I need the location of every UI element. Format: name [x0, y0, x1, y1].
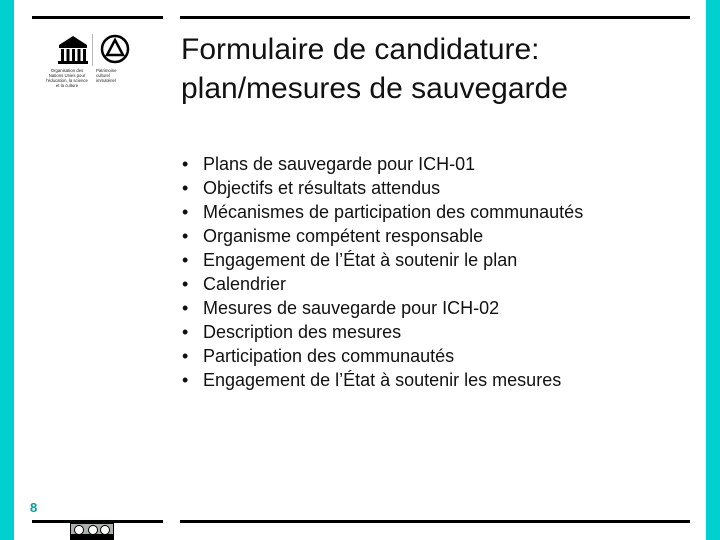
ich-caption: Patrimoine culturel immatériel	[96, 68, 117, 83]
bullet-icon: •	[182, 154, 189, 174]
list-item-text: Participation des communautés	[203, 346, 455, 366]
bullet-icon: •	[182, 370, 189, 390]
list-item	[182, 344, 652, 368]
list-item	[182, 272, 652, 296]
left-side-bar	[0, 0, 14, 540]
list-item-text: Engagement de l’État à soutenir les mesures	[203, 370, 562, 390]
bottom-rule-right	[180, 520, 690, 523]
bullet-icon: •	[182, 274, 189, 294]
bullet-icon: •	[182, 250, 189, 270]
bullet-list	[182, 152, 652, 392]
slide-title	[181, 30, 681, 108]
list-item-text: Mesures de sauvegarde pour ICH-02	[203, 298, 500, 318]
list-item-text: Description des mesures	[203, 322, 402, 342]
list-item-text: Objectifs et résultats attendus	[203, 178, 441, 198]
list-item-text: Mécanismes de participation des communautés	[203, 202, 584, 222]
list-item	[182, 176, 652, 200]
list-item-text: Calendrier	[203, 274, 287, 294]
page-number: 8	[30, 500, 38, 515]
list-item	[182, 320, 652, 344]
logo-divider	[92, 34, 93, 66]
bullet-icon: •	[182, 298, 189, 318]
list-item	[182, 248, 652, 272]
unesco-temple-icon	[56, 34, 90, 66]
list-item	[182, 224, 652, 248]
top-rule-left	[32, 16, 163, 19]
bullet-icon: •	[182, 322, 189, 342]
title-line-1: Formulaire de candidature:	[181, 33, 540, 66]
list-item	[182, 152, 652, 176]
unesco-caption: Organisation des Nations Unies pour l'éducation, la science et la culture	[46, 68, 88, 88]
list-item	[182, 200, 652, 224]
list-item-text: Plans de sauvegarde pour ICH-01	[203, 154, 476, 174]
list-item	[182, 296, 652, 320]
bullet-icon: •	[182, 178, 189, 198]
bullet-icon: •	[182, 202, 189, 222]
ich-emblem-icon	[100, 34, 130, 64]
creative-commons-license-icon	[70, 523, 114, 540]
right-side-bar	[706, 0, 720, 540]
list-item-text: Organisme compétent responsable	[203, 226, 484, 246]
top-rule-right	[180, 16, 690, 19]
bullet-icon: •	[182, 346, 189, 366]
bullet-icon: •	[182, 226, 189, 246]
list-item-text: Engagement de l’État à soutenir le plan	[203, 250, 518, 270]
title-line-2: plan/mesures de sauvegarde	[181, 72, 568, 105]
list-item	[182, 368, 652, 392]
unesco-logo	[44, 32, 134, 94]
